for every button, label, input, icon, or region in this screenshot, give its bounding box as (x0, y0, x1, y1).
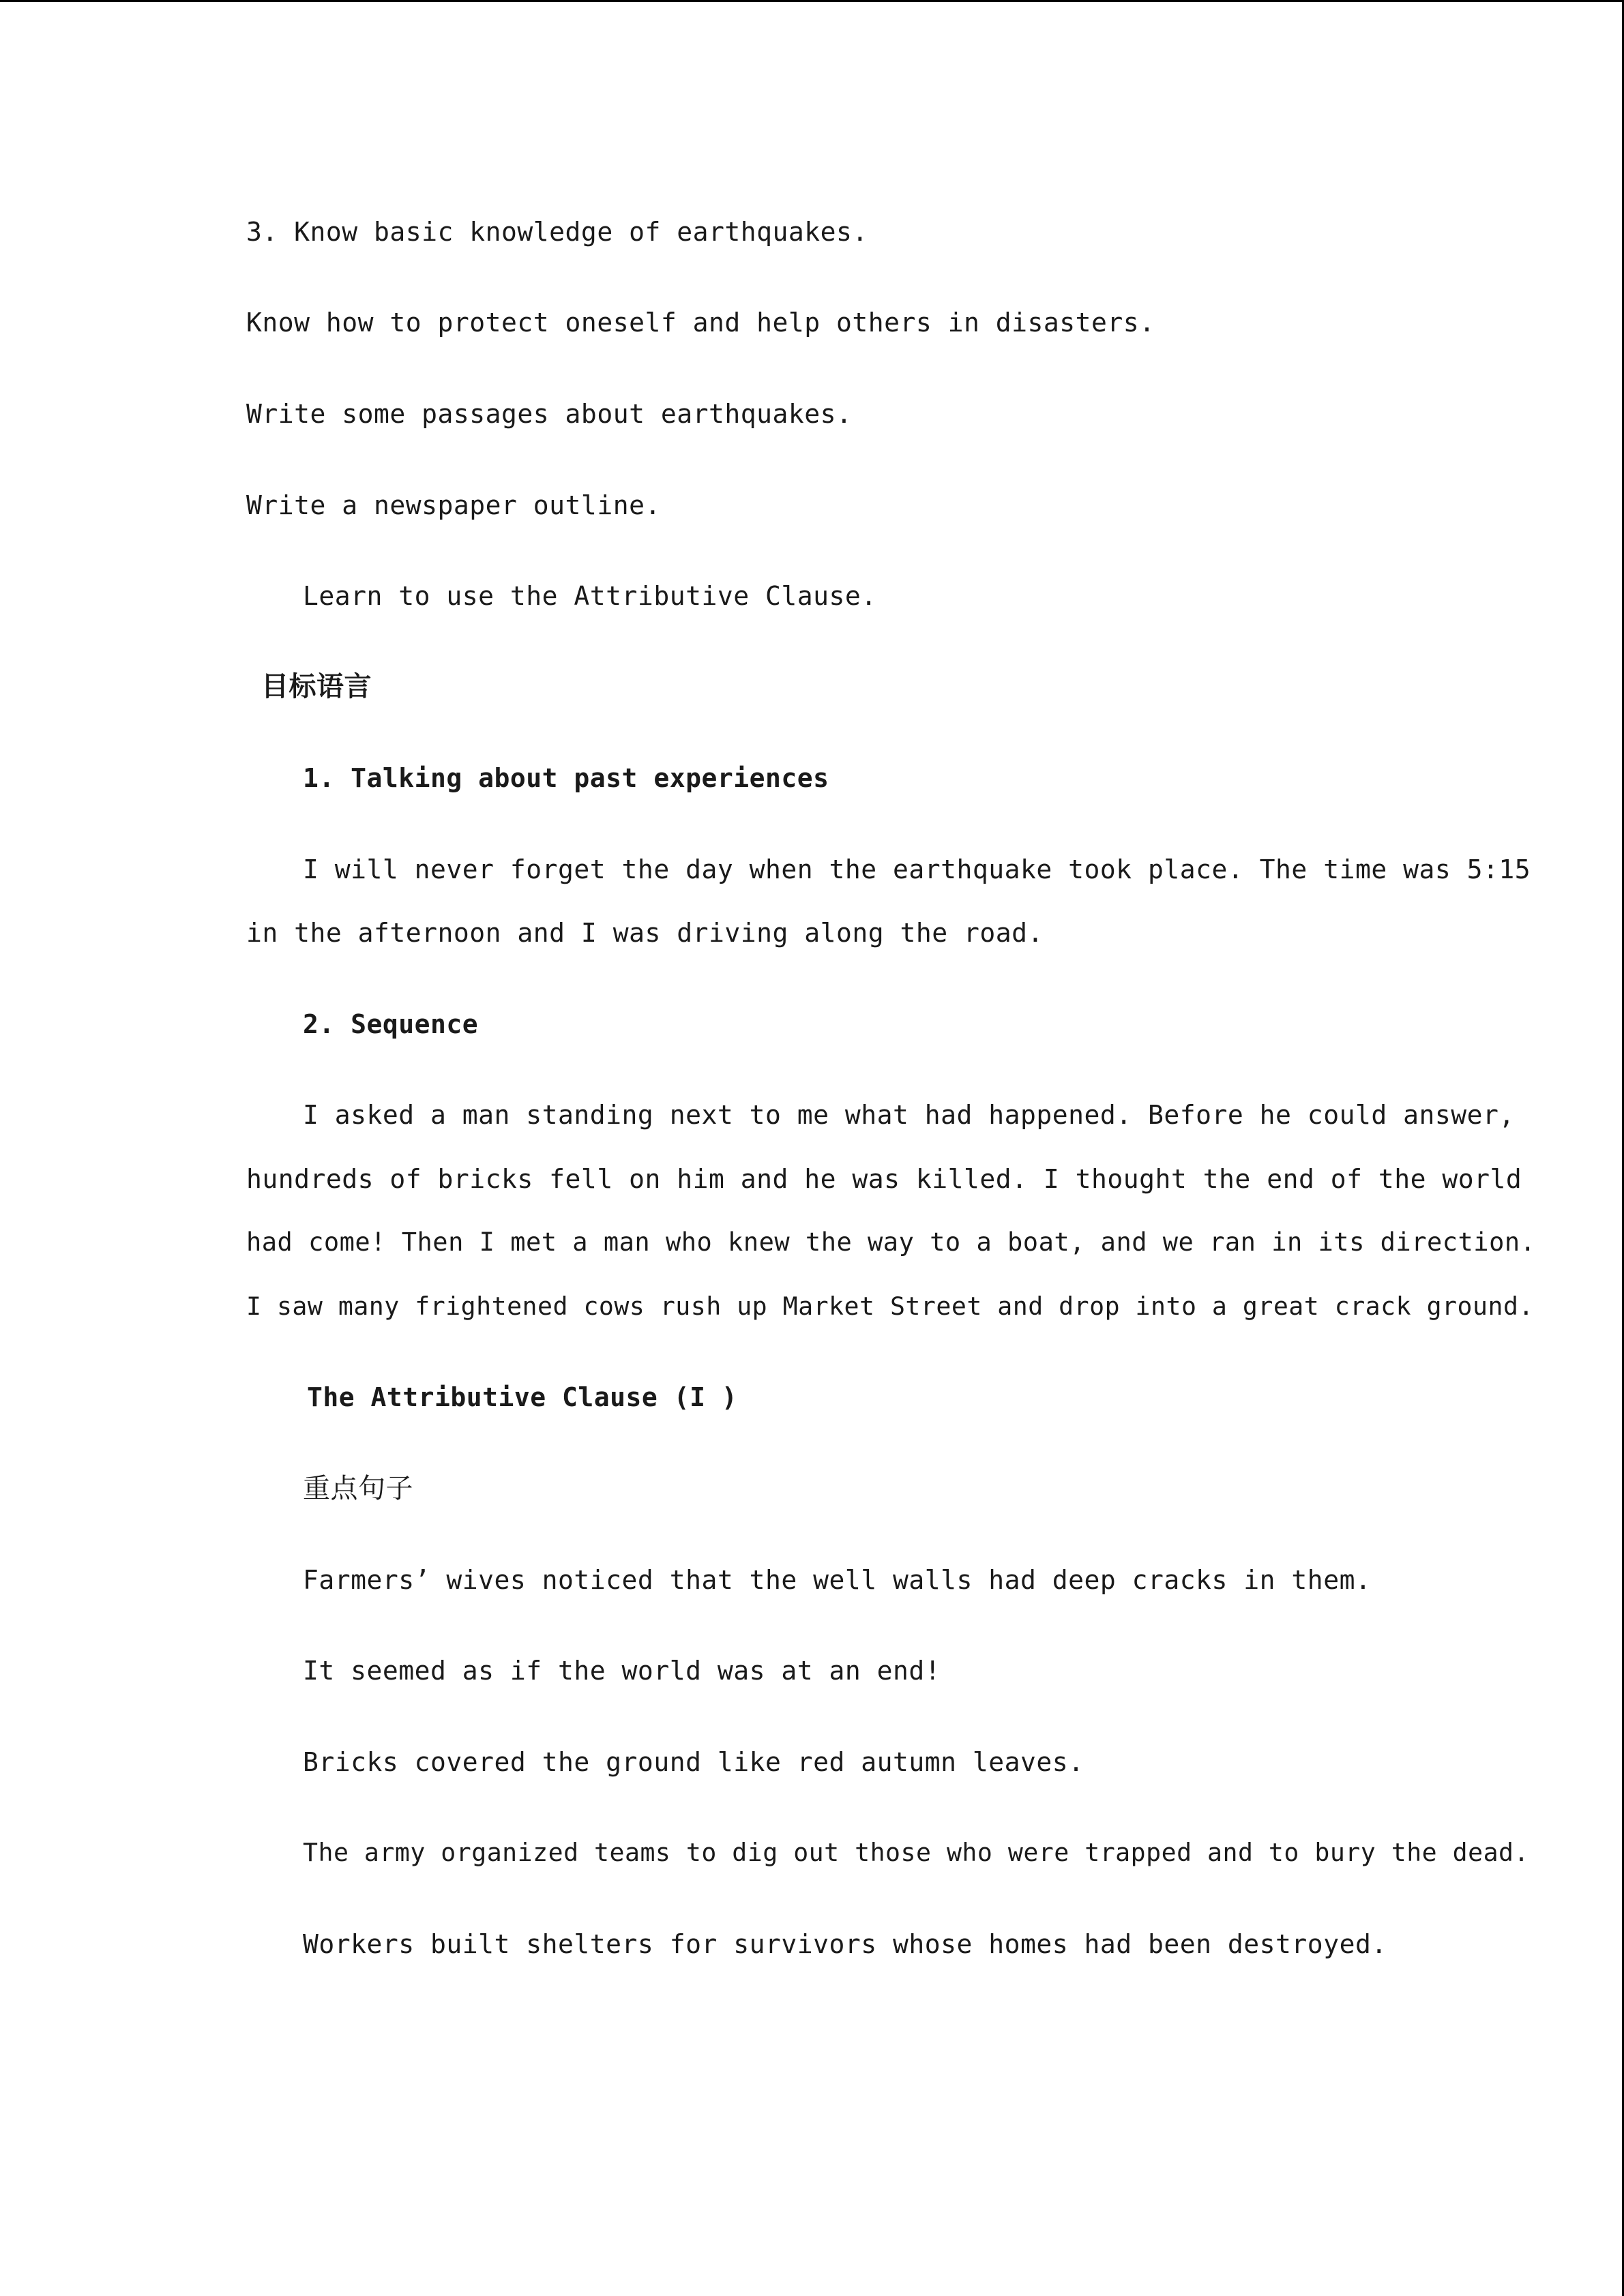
section-1-title: 1. Talking about past experiences (303, 763, 829, 793)
section-2-line-2: hundreds of bricks fell on him and he was killed. I thought the end of the world (246, 1164, 1522, 1194)
objective-item-5: Write some passages about earthquakes. (246, 399, 853, 429)
key-sentence-3: Bricks covered the ground like red autumn leaves. (303, 1747, 1084, 1777)
key-sentences-heading: 重点句子 (303, 1473, 413, 1504)
key-sentence-5: Workers built shelters for survivors whose homes had been destroyed. (303, 1929, 1387, 1959)
section-1-line-2: in the afternoon and I was driving along the road. (246, 918, 1044, 948)
objective-item-3: 3. Know basic knowledge of earthquakes. (246, 217, 868, 247)
section-2-line-1: I asked a man standing next to me what had happened. Before he could answer, (303, 1100, 1515, 1130)
section-2-line-3: had come! Then I met a man who knew the way to a boat, and we ran in its direction. (246, 1227, 1536, 1257)
section-2-line-4: I saw many frightened cows rush up Market Street and drop into a great crack ground. (246, 1292, 1534, 1321)
key-sentence-2: It seemed as if the world was at an end! (303, 1656, 941, 1686)
key-sentence-1: Farmers’ wives noticed that the well walls had deep cracks in them. (303, 1565, 1372, 1595)
section-1-line-1: I will never forget the day when the earthquake took place. The time was 5:15 (303, 854, 1531, 884)
key-sentence-4: The army organized teams to dig out those who were trapped and to bury the dead. (303, 1838, 1529, 1867)
target-language-heading: 目标语言 (261, 671, 372, 702)
objective-item-7: Learn to use the Attributive Clause. (303, 581, 877, 611)
objective-item-4: Know how to protect oneself and help others in disasters. (246, 308, 1155, 338)
objective-item-6: Write a newspaper outline. (246, 490, 661, 520)
section-2-title: 2. Sequence (303, 1009, 479, 1039)
grammar-title: The Attributive Clause (I ) (307, 1382, 738, 1412)
